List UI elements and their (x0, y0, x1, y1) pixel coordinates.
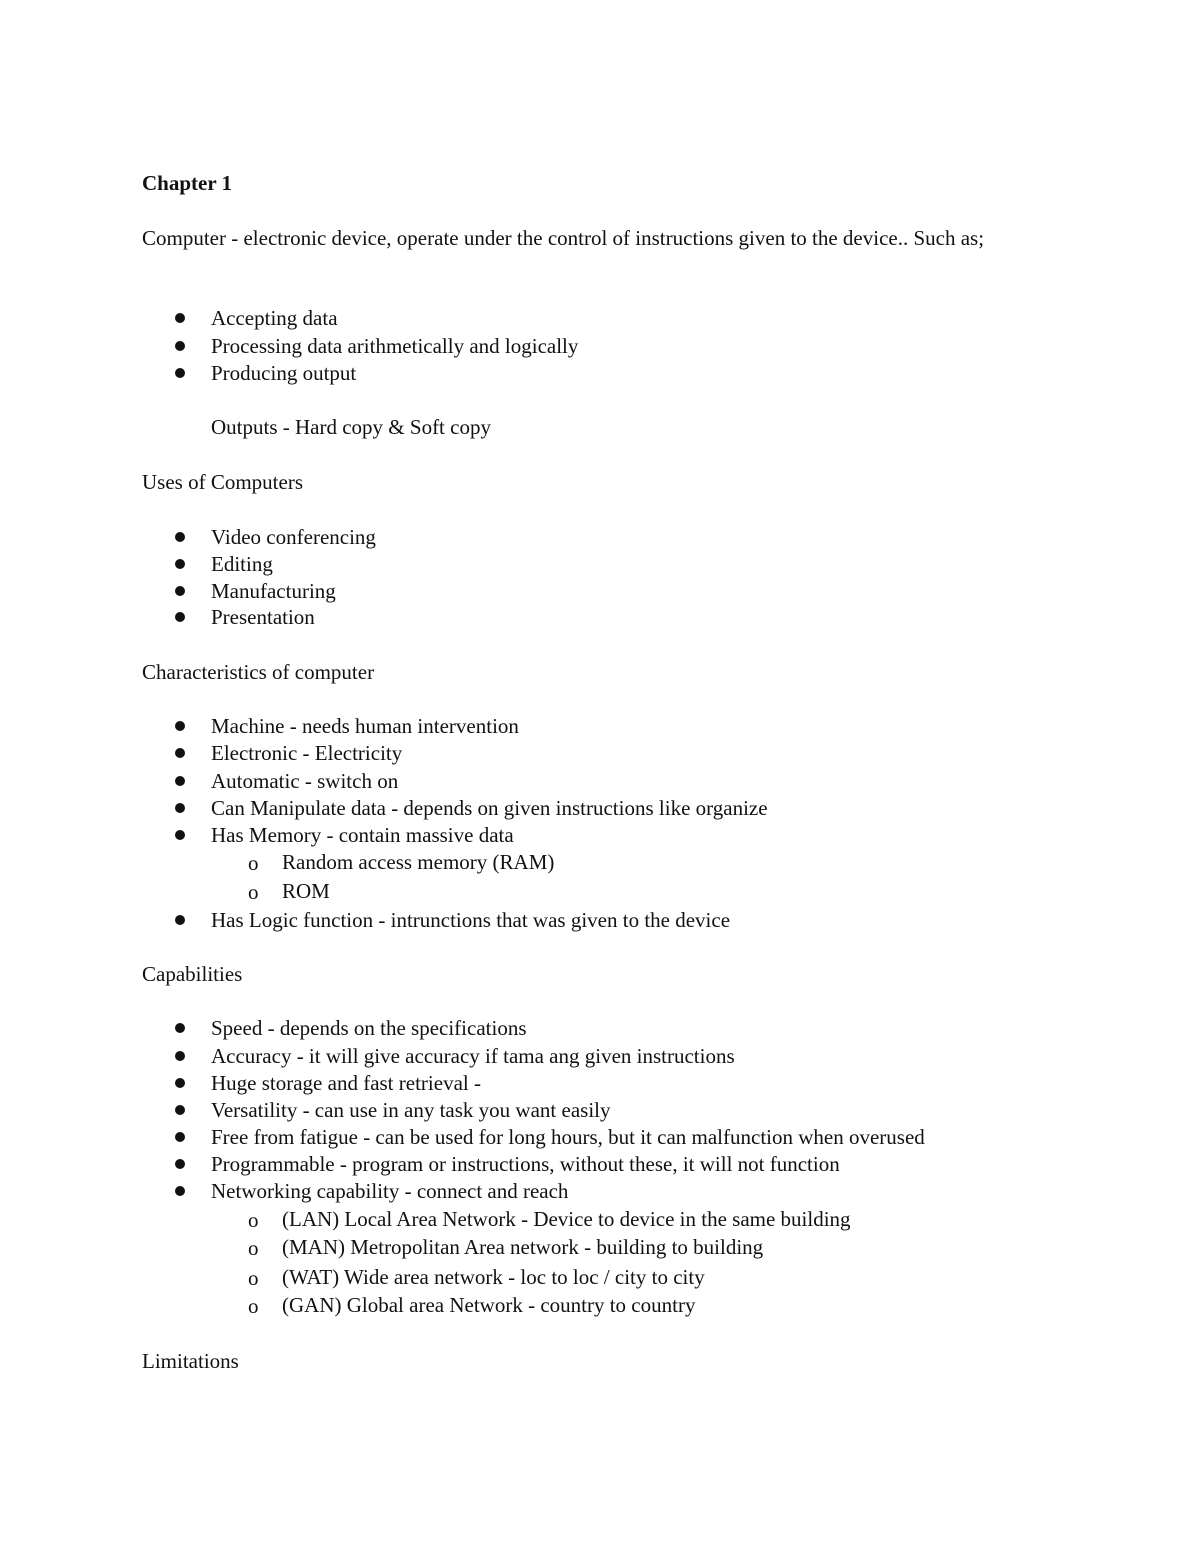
list-item: Programmable - program or instructions, without these, it will not function (211, 1152, 840, 1176)
bullet-icon (174, 1178, 187, 1191)
bullet-icon (174, 1097, 187, 1110)
sub-bullet-icon: o (248, 1208, 259, 1232)
sub-list-item: (WAT) Wide area network - loc to loc / city to city (282, 1265, 705, 1289)
list-item: Accepting data (211, 306, 338, 330)
intro-paragraph: Computer - electronic device, operate under the control of instructions given to the device.. Such as; (142, 226, 985, 250)
list-item: Networking capability - connect and reach (211, 1179, 569, 1203)
sub-bullet-icon: o (248, 880, 259, 904)
sub-list-item: (MAN) Metropolitan Area network - building to building (282, 1235, 764, 1259)
bullet-icon (174, 1151, 187, 1164)
list-item: Has Memory - contain massive data (211, 823, 514, 847)
bullet-icon (174, 713, 187, 726)
capabilities-heading: Capabilities (142, 962, 243, 986)
sub-list-item: Random access memory (RAM) (282, 850, 555, 874)
sub-bullet-icon: o (248, 1294, 259, 1318)
uses-heading: Uses of Computers (142, 470, 303, 494)
bullet-icon (174, 360, 187, 373)
list-item: Automatic - switch on (211, 769, 399, 793)
list-item: Machine - needs human intervention (211, 714, 519, 738)
outputs-note: Outputs - Hard copy & Soft copy (211, 415, 491, 439)
bullet-icon (174, 524, 187, 537)
list-item: Speed - depends on the specifications (211, 1016, 527, 1040)
bullet-icon (174, 795, 187, 808)
sub-bullet-icon: o (248, 1266, 259, 1290)
list-item: Versatility - can use in any task you want easily (211, 1098, 611, 1122)
list-item: Presentation (211, 605, 315, 629)
sub-list-item: (LAN) Local Area Network - Device to device in the same building (282, 1207, 851, 1231)
chapter-title: Chapter 1 (142, 171, 233, 195)
bullet-icon (174, 1043, 187, 1056)
list-item: Accuracy - it will give accuracy if tama ang given instructions (211, 1044, 735, 1068)
list-item: Manufacturing (211, 579, 336, 603)
bullet-icon (174, 578, 187, 591)
sub-bullet-icon: o (248, 1236, 259, 1260)
bullet-icon (174, 740, 187, 753)
bullet-icon (174, 822, 187, 835)
list-item: Editing (211, 552, 273, 576)
list-item: Huge storage and fast retrieval - (211, 1071, 481, 1095)
bullet-icon (174, 1015, 187, 1028)
bullet-icon (174, 551, 187, 564)
bullet-icon (174, 1124, 187, 1137)
bullet-icon (174, 305, 187, 318)
bullet-icon (174, 907, 187, 920)
list-item: Video conferencing (211, 525, 376, 549)
characteristics-heading: Characteristics of computer (142, 660, 375, 684)
list-item: Has Logic function - intrunctions that was given to the device (211, 908, 731, 932)
sub-list-item: ROM (282, 879, 330, 903)
list-item: Electronic - Electricity (211, 741, 403, 765)
limitations-heading: Limitations (142, 1349, 239, 1373)
list-item: Producing output (211, 361, 357, 385)
bullet-icon (174, 1070, 187, 1083)
bullet-icon (174, 768, 187, 781)
bullet-icon (174, 604, 187, 617)
list-item: Free from fatigue - can be used for long hours, but it can malfunction when overused (211, 1125, 925, 1149)
sub-bullet-icon: o (248, 851, 259, 875)
sub-list-item: (GAN) Global area Network - country to country (282, 1293, 696, 1317)
list-item: Can Manipulate data - depends on given instructions like organize (211, 796, 768, 820)
bullet-icon (174, 333, 187, 346)
list-item: Processing data arithmetically and logically (211, 334, 579, 358)
